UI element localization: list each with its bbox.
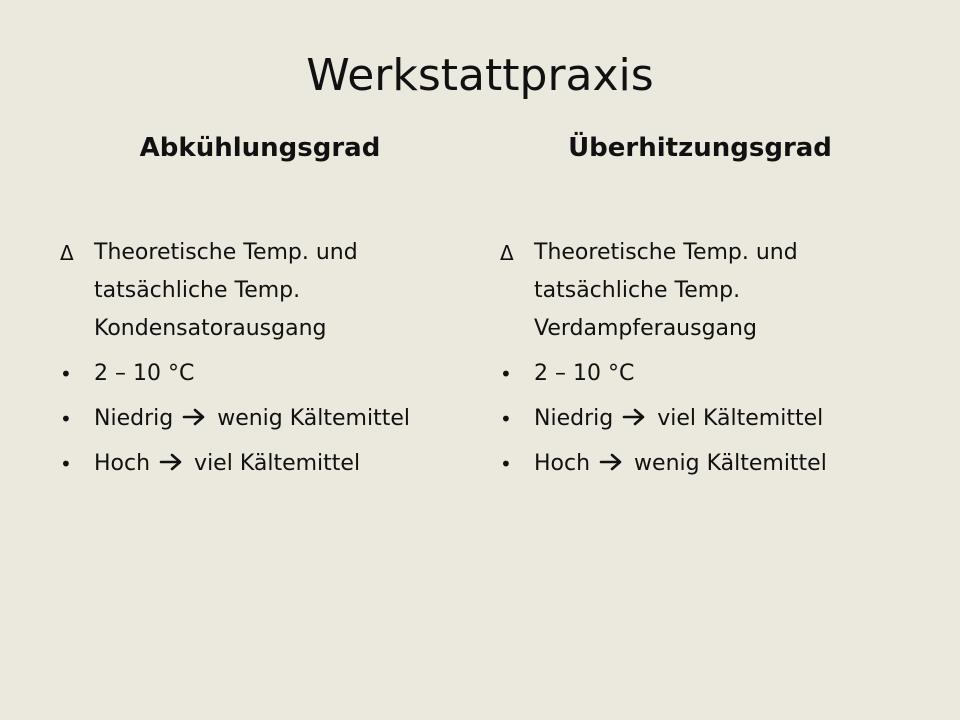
- left-definition-item: [58, 234, 468, 348]
- left-range-text: 2 – 10 °C: [94, 361, 195, 386]
- right-high-text: [534, 445, 908, 483]
- right-column-list: [498, 234, 908, 490]
- right-arrow-icon: [599, 453, 623, 471]
- left-low-result: wenig Kältemittel: [217, 406, 410, 431]
- right-arrow-icon: [622, 408, 646, 426]
- right-range-text: 2 – 10 °C: [534, 361, 635, 386]
- right-low-label: Niedrig: [534, 406, 614, 431]
- left-high-text: [94, 445, 468, 483]
- left-low-text: [94, 400, 468, 438]
- bullet-marker: •: [500, 407, 512, 431]
- left-column-list: [58, 234, 468, 490]
- right-definition-item: [498, 234, 908, 348]
- bullet-marker: •: [60, 362, 72, 386]
- slide-title: Werkstattpraxis: [306, 50, 654, 101]
- bullet-marker: •: [60, 407, 72, 431]
- bullet-marker: •: [500, 362, 512, 386]
- left-high-label: Hoch: [94, 451, 151, 476]
- right-high-result: wenig Kältemittel: [634, 451, 827, 476]
- right-high-item: [498, 445, 908, 483]
- left-column-heading: Abkühlungsgrad: [139, 133, 381, 163]
- left-definition-text: Theoretische Temp. und tatsächliche Temp. Kondensatorausgang: [94, 240, 358, 341]
- left-high-item: [58, 445, 468, 483]
- left-high-result: viel Kältemittel: [194, 451, 361, 476]
- left-low-label: Niedrig: [94, 406, 174, 431]
- left-range-item: [58, 355, 468, 393]
- right-low-text: [534, 400, 908, 438]
- right-definition-text: Theoretische Temp. und tatsächliche Temp. Verdampferausgang: [534, 240, 798, 341]
- right-arrow-icon: [159, 453, 183, 471]
- right-low-result: viel Kältemittel: [657, 406, 824, 431]
- left-low-item: [58, 400, 468, 438]
- right-high-label: Hoch: [534, 451, 591, 476]
- bullet-marker: •: [60, 452, 72, 476]
- bullet-marker: •: [500, 452, 512, 476]
- right-arrow-icon: [182, 408, 206, 426]
- right-column-heading: Überhitzungsgrad: [568, 133, 832, 163]
- right-range-item: [498, 355, 908, 393]
- delta-marker: Δ: [500, 241, 514, 265]
- right-low-item: [498, 400, 908, 438]
- delta-marker: Δ: [60, 241, 74, 265]
